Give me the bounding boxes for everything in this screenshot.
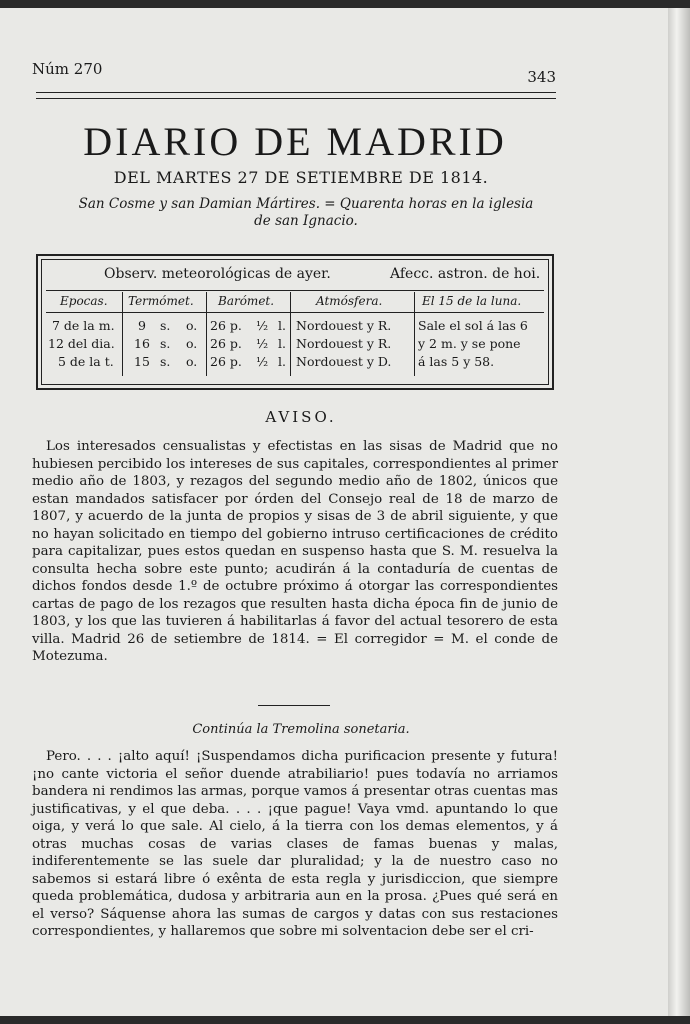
meteo-right-header: Afecc. astron. de hoi.: [390, 266, 541, 282]
cell-atmosfera: Nordouest y R.: [296, 318, 392, 333]
saints-line-2: de san Ignacio.: [254, 213, 358, 229]
aviso-body: [32, 438, 558, 666]
cell-termo-a: 16: [134, 336, 150, 351]
cell-atmosfera: Nordouest y R.: [296, 336, 392, 351]
header-rule-bottom: [36, 98, 556, 99]
cell-epoca: 12 del dia.: [48, 336, 115, 351]
issue-number: Núm 270: [32, 60, 103, 78]
cell-termo-a: 9: [138, 318, 146, 333]
cell-baro-a: 26 p.: [210, 336, 242, 351]
table-col-divider-1: [122, 292, 123, 376]
cell-baro-a: 26 p.: [210, 318, 242, 333]
meteo-left-header: Observ. meteorológicas de ayer.: [104, 266, 331, 282]
page-edge: [668, 8, 690, 1016]
table-rule-2: [46, 312, 544, 313]
cell-termo-a: 15: [134, 354, 150, 369]
cell-epoca: 7 de la m.: [52, 318, 115, 333]
cell-luna: Sale el sol á las 6: [418, 318, 528, 333]
cell-termo-b: s.: [160, 336, 171, 351]
cell-baro-b: ½: [256, 336, 269, 351]
newspaper-page: [0, 8, 668, 1016]
cell-epoca: 5 de la t.: [58, 354, 114, 369]
cell-luna: y 2 m. y se pone: [418, 336, 521, 351]
cell-termo-c: o.: [186, 336, 198, 351]
cell-luna: á las 5 y 58.: [418, 354, 495, 369]
cell-termo-b: s.: [160, 354, 171, 369]
cell-termo-c: o.: [186, 318, 198, 333]
table-col-divider-4: [414, 292, 415, 376]
col-barometro: Barómet.: [218, 294, 275, 308]
cell-termo-b: s.: [160, 318, 171, 333]
cell-baro-c: l.: [278, 354, 286, 369]
page-number: 343: [527, 68, 556, 86]
section-subhead: Continúa la Tremolina sonetaria.: [192, 722, 410, 737]
col-termometro: Termómet.: [128, 294, 194, 308]
cell-baro-c: l.: [278, 336, 286, 351]
continuation-body: [32, 748, 558, 941]
section-divider: [258, 705, 330, 706]
cell-termo-c: o.: [186, 354, 198, 369]
dateline: DEL MARTES 27 DE SETIEMBRE DE 1814.: [113, 168, 489, 187]
table-rule-1: [46, 290, 544, 291]
table-col-divider-2: [206, 292, 207, 376]
cell-atmosfera: Nordouest y D.: [296, 354, 392, 369]
meteorological-table: [36, 254, 554, 390]
cell-baro-b: ½: [256, 318, 269, 333]
col-atmosfera: Atmósfera.: [316, 294, 383, 308]
aviso-heading: AVISO.: [265, 408, 337, 426]
continuation-paragraph: Pero. . . . ¡alto aquí! ¡Suspendamos dicha purificacion presente y futura! ¡no cante victoria el señor duende atrabiliario! pues todavía no arriamos bandera ni rendimos las armas, porque vamos á presentar otras cuentas mas justificativas, y el que deba. . . . ¡que pague! Vaya vmd. apuntando lo que oiga, y verá lo que sale. Al cielo, á la tierra con los demas elementos, y á otras muchas cosas de varias clases de famas buenas y malas, indiferentemente se las suele dar pluralidad; y la de nuestro caso no sabemos si estará libre ó exênta de esta regla y jurisdiccion, que siempre queda problemática, dudosa y arbitraria aun en la prosa. ¿Pues qué será en el verso? Sáquense ahora las sumas de cargos y datas con sus restaciones correspondientes, y hallaremos que sobre mi solventacion debe ser el cri-: [32, 749, 558, 939]
masthead-title: DIARIO DE MADRID: [83, 119, 507, 164]
cell-baro-a: 26 p.: [210, 354, 242, 369]
col-epocas: Epocas.: [60, 294, 108, 308]
table-col-divider-3: [290, 292, 291, 376]
aviso-paragraph: Los interesados censualistas y efectistas en las sisas de Madrid que no hubiesen percibido los intereses de sus capitales, correspondientes al primer medio año de 1803, y rezagos del segundo medio año de 1802, únicos que estan mandados satisfacer por órden del Consejo real de 18 de marzo de 1807, y acuerdo de la junta de propios y sisas de 3 de abril siguiente, y que no hayan solicitado en tiempo del gobierno intruso certificaciones de crédito para capitalizar, pues estos quedan en suspenso hasta que S. M. resuelva la consulta hecha sobre este punto; acudirán á la contaduría de cuentas de dichos fondos desde 1.º de octubre próximo á otorgar las correspondientes cartas de pago de los rezagos que resulten hasta dicha época fin de junio de 1803, y los que las tuvieren á habilitarlas á favor del actual tesorero de esta villa. Madrid 26 de setiembre de 1814. = El corregidor = M. el conde de Motezuma.: [32, 439, 558, 664]
saints-line-1: San Cosme y san Damian Mártires. = Quarenta horas en la iglesia: [78, 196, 534, 212]
saints-note: [46, 196, 566, 230]
col-luna: El 15 de la luna.: [422, 294, 522, 308]
header-rule-top: [36, 92, 556, 93]
cell-baro-b: ½: [256, 354, 269, 369]
cell-baro-c: l.: [278, 318, 286, 333]
